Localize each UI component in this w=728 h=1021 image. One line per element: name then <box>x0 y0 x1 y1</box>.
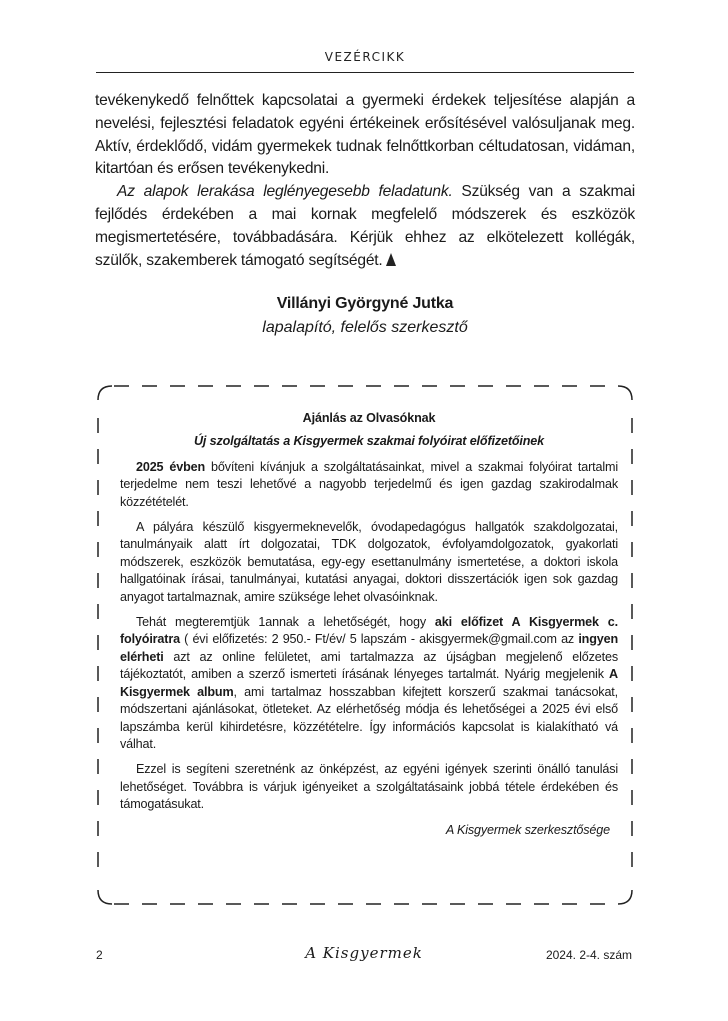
article-body <box>95 90 635 272</box>
box-text: , ami tartalmaz hosszabban kifejtett korszerű szakmai tanácsokat, módszertani ajánlásokat, ötleteket. Az elérhetőség módja és lehetőségei a 2025 évi első lapszámba kerül kihirdetésre, közzétételre. Így információs kapcsolat is kialakítható vá válhat. <box>120 684 618 751</box>
recommendation-box <box>120 410 618 847</box>
magazine-logo: A Kisgyermek <box>305 944 423 962</box>
box-emphasis: ingyen elérheti <box>120 632 618 664</box>
box-closing: A Kisgyermek szerkesztősége <box>445 822 610 837</box>
box-text: bővíteni kívánjuk a szolgáltatásainkat, mivel a szakmai folyóirat tartalmi terjedelme nem teszi lehetővé a nagyobb terjedelmű és igen gazdag szakirodalmak közzétételét. <box>120 459 618 509</box>
end-mark-icon <box>386 253 396 266</box>
article-text: Szükség van a szakmai fejlődés érdekében a mai kornak megfelelő módszerek és eszközök megismertetésére, továbbadására. Kérjük ehhez az elkötelezett kollégák, szülők, szakemberek támogató segítségét. <box>95 183 635 269</box>
box-paragraph: Ezzel is segíteni szeretnénk az önképzést, az egyéni igények szerinti önálló tanulási lehetőséget. Továbbra is várjuk igényeiket a szolgáltatásaink jobbá tétele érdekében és támogatásukat. <box>120 762 618 812</box>
box-text: ( évi előfizetés: 2 950.- Ft/év/ 5 lapszám - akisgyermek@gmail.com az <box>179 632 579 647</box>
box-subtitle: Új szolgáltatás a Kisgyermek szakmai folyóirat előfizetőinek <box>193 434 545 449</box>
author-role: lapalapító, felelős szerkesztő <box>262 319 468 336</box>
box-paragraph: A pályára készülő kisgyermeknevelők, óvodapedagógus hallgatók szakdolgozatai, tanulmányaik alatt írt dolgozatai, TDK dolgozatok, évfolyamdolgozatok, gyakorlati módszerek, eszközök bemutatása, egy-egy esettanulmány ismertetése, a doktori iskola hallgatóinak írásai, tanulmányai, kutatási anyagai, doktori disszertációk igen sok gazdag anyagot tartalmaznak, amire szüksége lehet olvasóinknak. <box>120 520 618 604</box>
box-title: Ajánlás az Olvasóknak <box>302 411 436 425</box>
box-emphasis: A Kisgyermek album <box>120 667 618 699</box>
article-emphasis: Az alapok lerakása leglényegesebb feladatunk. <box>117 183 453 201</box>
header-rule <box>96 72 634 73</box>
page-number: 2 <box>96 948 103 962</box>
section-title: VEZÉRCIKK <box>324 50 406 64</box>
box-paragraph <box>120 614 618 753</box>
box-emphasis: 2025 évben <box>136 459 206 474</box>
box-text: Tehát megteremtjük 1annak a lehetőségét, hogy <box>136 615 435 630</box>
box-emphasis: aki előfizet A Kisgyermek c. folyóiratra <box>120 615 618 647</box>
article-paragraph <box>95 181 635 272</box>
article-paragraph: tevékenykedő felnőttek kapcsolatai a gyermeki érdekek teljesítése alapján a nevelési, fejlesztési feladatok egyéni értékeinek erősítésével valósuljanak meg. Aktív, érdeklődő, vidám gyermekek tudnak felnőttkorban céltudatosan, vidáman, kitartóan és erősen tevékenykedni. <box>95 92 635 178</box>
box-text: azt az online felületet, ami tartalmazza az újságban megjelenő előzetes tájékoztatót, amiben a szerző ismerteti írásának lényeges tartalmát. Nyárig megjelenik <box>120 649 618 682</box>
issue-label: 2024. 2-4. szám <box>545 948 632 962</box>
signature <box>96 292 634 340</box>
box-paragraph <box>120 459 618 511</box>
author-name: Villányi Györgyné Jutka <box>276 295 454 312</box>
